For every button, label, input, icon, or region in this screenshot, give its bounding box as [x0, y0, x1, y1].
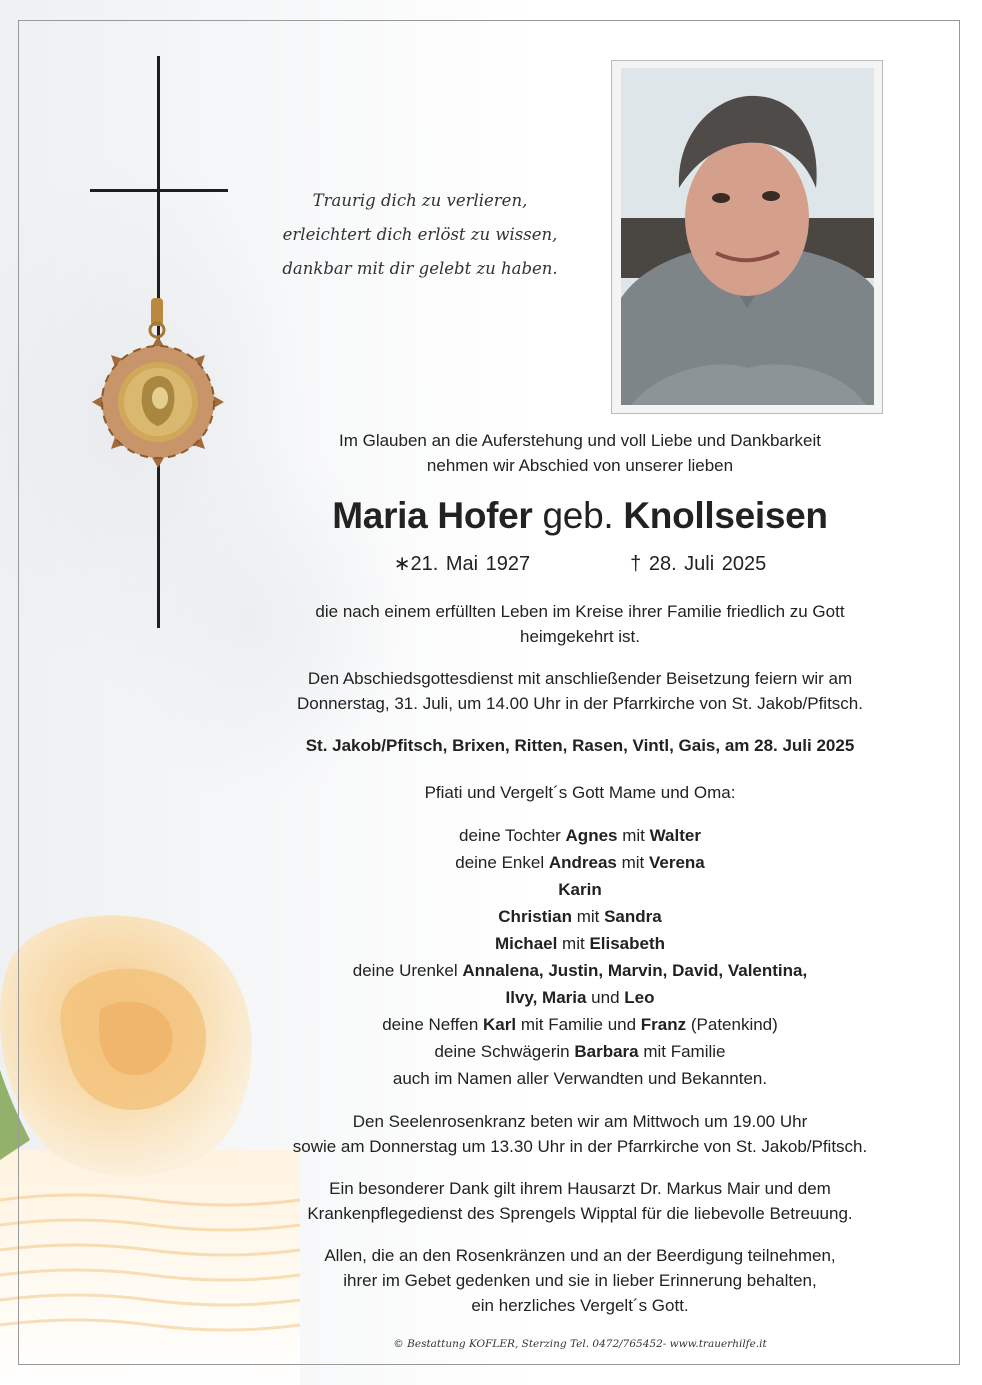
family-list — [230, 822, 930, 1092]
passing-line-1: die nach einem erfüllten Leben im Kreise ihrer Familie friedlich zu Gott — [315, 602, 845, 621]
family-christian: Christian mit Sandra — [498, 907, 662, 926]
deceased-name — [230, 492, 930, 540]
family-urenkel-2: Ilvy, Maria und Leo — [505, 988, 655, 1007]
cross-horizontal — [90, 189, 228, 192]
place-date: St. Jakob/Pfitsch, Brixen, Ritten, Rasen, Vintl, Gais, am 28. Juli 2025 — [305, 736, 855, 755]
death-date: † 28. Juli 2025 — [630, 553, 767, 575]
family-neffen: deine Neffen Karl mit Familie und Franz (Patenkind) — [382, 1015, 778, 1034]
name-first-last: Maria Hofer — [332, 495, 533, 536]
memorial-quote — [260, 184, 580, 286]
closing-line-2: ihrer im Gebet gedenken und sie in lieber Erinnerung behalten, — [343, 1271, 817, 1290]
name-geb: geb. — [542, 495, 614, 536]
service-line-2: Donnerstag, 31. Juli, um 14.00 Uhr in der Pfarrkirche von St. Jakob/Pfitsch. — [297, 694, 863, 713]
closing-line-3: ein herzliches Vergelt´s Gott. — [471, 1296, 689, 1315]
name-maiden: Knollseisen — [623, 495, 828, 536]
family-karin: Karin — [558, 880, 602, 899]
funeral-home-footer: © Bestattung KOFLER, Sterzing Tel. 0472/765452- www.trauerhilfe.it — [393, 1338, 767, 1350]
family-tochter: deine Tochter Agnes mit Walter — [459, 826, 701, 845]
quote-line-1: Traurig dich zu verlieren, — [312, 191, 528, 210]
passing-line-2: heimgekehrt ist. — [520, 627, 640, 646]
farewell-line: Pfiati und Vergelt´s Gott Mame und Oma: — [424, 783, 736, 802]
intro-line-1: Im Glauben an die Auferstehung und voll Liebe und Dankbarkeit — [339, 431, 821, 450]
obituary-text — [230, 428, 930, 1318]
birth-date: ∗21. Mai 1927 — [393, 553, 531, 575]
family-enkel: deine Enkel Andreas mit Verena — [455, 853, 705, 872]
family-verwandte: auch im Namen aller Verwandten und Bekannten. — [392, 1069, 768, 1088]
service-line-1: Den Abschiedsgottesdienst mit anschließender Beisetzung feiern wir am — [307, 669, 853, 688]
thanks-line-1: Ein besonderer Dank gilt ihrem Hausarzt Dr. Markus Mair und dem — [329, 1179, 831, 1198]
closing-line-1: Allen, die an den Rosenkränzen und an der Beerdigung teilnehmen, — [324, 1246, 836, 1265]
family-michael: Michael mit Elisabeth — [494, 934, 666, 953]
family-urenkel: deine Urenkel Annalena, Justin, Marvin, David, Valentina, — [352, 961, 808, 980]
rosary-line-2: sowie am Donnerstag um 13.30 Uhr in der Pfarrkirche von St. Jakob/Pfitsch. — [292, 1137, 868, 1156]
family-schwaegerin: deine Schwägerin Barbara mit Familie — [434, 1042, 726, 1061]
rosary-line-1: Den Seelenrosenkranz beten wir am Mittwoch um 19.00 Uhr — [352, 1112, 808, 1131]
quote-line-3: dankbar mit dir gelebt zu haben. — [282, 259, 558, 278]
portrait-photo — [621, 68, 874, 405]
thanks-line-2: Krankenpflegedienst des Sprengels Wipptal für die liebevolle Betreuung. — [307, 1204, 853, 1223]
life-dates — [230, 552, 930, 577]
intro-line-2: nehmen wir Abschied von unserer lieben — [426, 456, 734, 475]
quote-line-2: erleichtert dich erlöst zu wissen, — [282, 225, 558, 244]
madonna-medal-icon — [88, 296, 228, 472]
